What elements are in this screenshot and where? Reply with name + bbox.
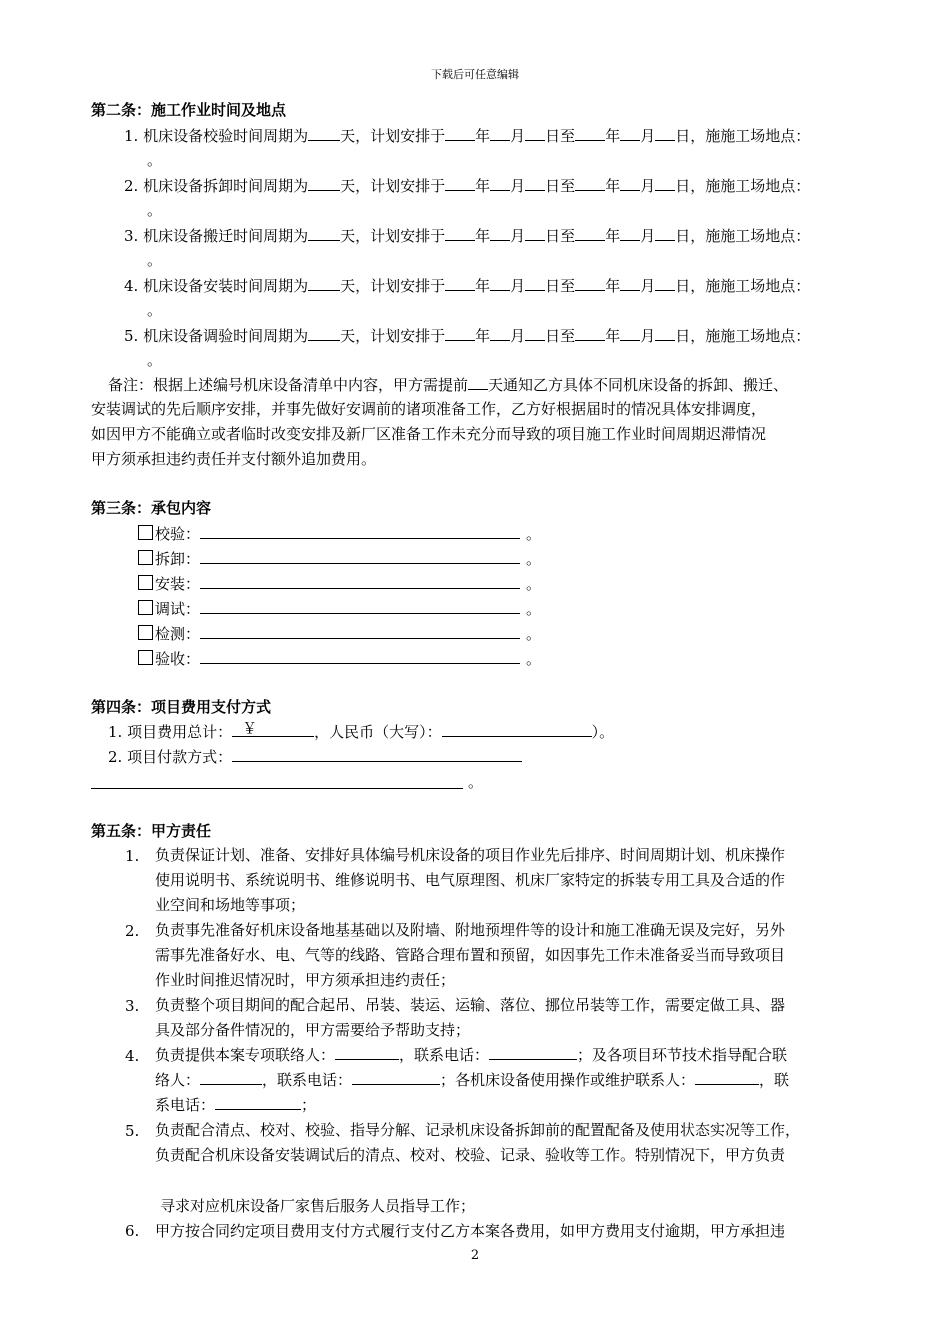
resp-4-number: 4. [125, 1047, 140, 1065]
scope-item-4: 调试： 。 [138, 599, 541, 618]
scope-item-blank [200, 599, 520, 614]
resp-3-number: 3. [125, 997, 140, 1015]
payment-method-line: 2. 项目付款方式： [108, 747, 522, 766]
schedule-line-3-end: 。 [147, 251, 163, 269]
resp-5-text-cont: 寻求对应机床设备厂家售后服务人员指导工作； [160, 1197, 476, 1215]
schedule-line-2: 2. 机床设备拆卸时间周期为 天，计划安排于 年 月 日至 年 月 日，施施工场地点： [124, 177, 811, 195]
scope-item-label: 拆卸： [155, 550, 201, 568]
resp-6-number: 6. [125, 1222, 140, 1240]
checkbox-2[interactable] [138, 550, 153, 565]
schedule-line-4-end: 。 [147, 301, 163, 319]
scope-item-6: 验收： 。 [138, 649, 541, 668]
article-4-title: 第四条：项目费用支付方式 [91, 698, 272, 716]
checkbox-1[interactable] [138, 525, 153, 540]
scope-item-label: 验收： [155, 650, 201, 668]
scope-item-label: 校验： [155, 525, 201, 543]
page-header: 下载后可任意编辑 [431, 68, 519, 81]
checkbox-4[interactable] [138, 600, 153, 615]
resp-4-text: 负责提供本案专项联络人： ，联系电话： ；及各项目环节技术指导配合联 络人： ，联系电话： ；各机床设备使用操作或维护联系人： ，联 系电话： ； [155, 1046, 790, 1114]
schedule-line-5-end: 。 [147, 351, 163, 369]
resp-1-text: 负责保证计划、准备、安排好具体编号机床设备的项目作业先后排序、时间周期计划、机床操作 使用说明书、系统说明书、维修说明书、电气原理图、机床厂家特定的拆装专用工具及合适的作 业空间和场地等事项； [155, 846, 786, 914]
checkbox-5[interactable] [138, 625, 153, 640]
scope-item-5: 检测： 。 [138, 624, 541, 643]
note-line-1: 备注：根据上述编号机床设备清单中内容，甲方需提前 天通知乙方具体不同机床设备的拆卸、搬迁、 [108, 376, 789, 394]
resp-6-text: 甲方按合同约定项目费用支付方式履行支付乙方本案各费用，如甲方费用支付逾期，甲方承担违 [155, 1222, 786, 1240]
schedule-line-1-end: 。 [147, 151, 163, 169]
checkbox-3[interactable] [138, 575, 153, 590]
scope-item-label: 安装： [155, 575, 201, 593]
resp-2-text: 负责事先准备好机床设备地基基础以及附墙、附地预埋件等的设计和施工准确无误及完好，另外 需事先准备好水、电、气等的线路、管路合理布置和预留，如因事先工作未准备妥当而导致项目 作业时间推迟情况时，甲方须承担违约责任； [155, 921, 786, 989]
scope-item-blank [200, 624, 520, 639]
resp-2-number: 2. [125, 922, 140, 940]
scope-item-3: 安装： 。 [138, 574, 541, 593]
scope-item-1: 校验： 。 [138, 524, 541, 543]
scope-item-2: 拆卸： 。 [138, 549, 541, 568]
resp-1-number: 1. [125, 847, 140, 865]
resp-5-number: 5. [125, 1122, 140, 1140]
schedule-line-1: 1. 机床设备校验时间周期为 天，计划安排于 年 月 日至 年 月 日，施施工场地点： [124, 127, 811, 145]
schedule-line-2-end: 。 [147, 201, 163, 219]
scope-item-label: 调试： [155, 600, 201, 618]
yen-sign: ￥ [242, 719, 258, 737]
payment-total-line: 1. 项目费用总计： ￥ ，人民币（大写）： ）。 [108, 719, 615, 741]
article-2-title: 第二条：施工作业时间及地点 [91, 101, 287, 119]
scope-item-blank [200, 574, 520, 589]
scope-item-label: 检测： [155, 625, 201, 643]
resp-3-text: 负责整个项目期间的配合起吊、吊装、装运、运输、落位、挪位吊装等工作，需要定做工具、器 具及部分备件情况的，甲方需要给予帮助支持； [155, 996, 786, 1039]
note-line-2: 安装调试的先后顺序安排，并事先做好安调前的诸项准备工作，乙方好根据届时的情况具体安排调度， [91, 400, 767, 418]
article-3-title: 第三条：承包内容 [91, 499, 212, 517]
scope-item-blank [200, 524, 520, 539]
note-line-3: 如因甲方不能确立或者临时改变安排及新厂区准备工作未充分而导致的项目施工作业时间周期迟滞情况 [91, 425, 767, 443]
note-line-4: 甲方须承担违约责任并支付额外追加费用。 [91, 450, 377, 468]
resp-5-text: 负责配合清点、校对、校验、指导分解、记录机床设备拆卸前的配置配备及使用状态实况等工作， 负责配合机床设备安装调试后的清点、校对、校验、记录、验收等工作。特别情况下，甲方负责 [155, 1121, 801, 1164]
page-number: 2 [470, 1248, 480, 1263]
article-5-title: 第五条：甲方责任 [91, 822, 212, 840]
schedule-line-4: 4. 机床设备安装时间周期为 天，计划安排于 年 月 日至 年 月 日，施施工场地点： [124, 277, 811, 295]
checkbox-6[interactable] [138, 650, 153, 665]
schedule-line-5: 5. 机床设备调验时间周期为 天，计划安排于 年 月 日至 年 月 日，施施工场地点： [124, 327, 811, 345]
scope-item-blank [200, 549, 520, 564]
schedule-line-3: 3. 机床设备搬迁时间周期为 天，计划安排于 年 月 日至 年 月 日，施施工场地点： [124, 227, 811, 245]
payment-method-end: 。 [468, 773, 484, 791]
payment-method-continuation [91, 788, 463, 789]
scope-item-blank [200, 649, 520, 664]
